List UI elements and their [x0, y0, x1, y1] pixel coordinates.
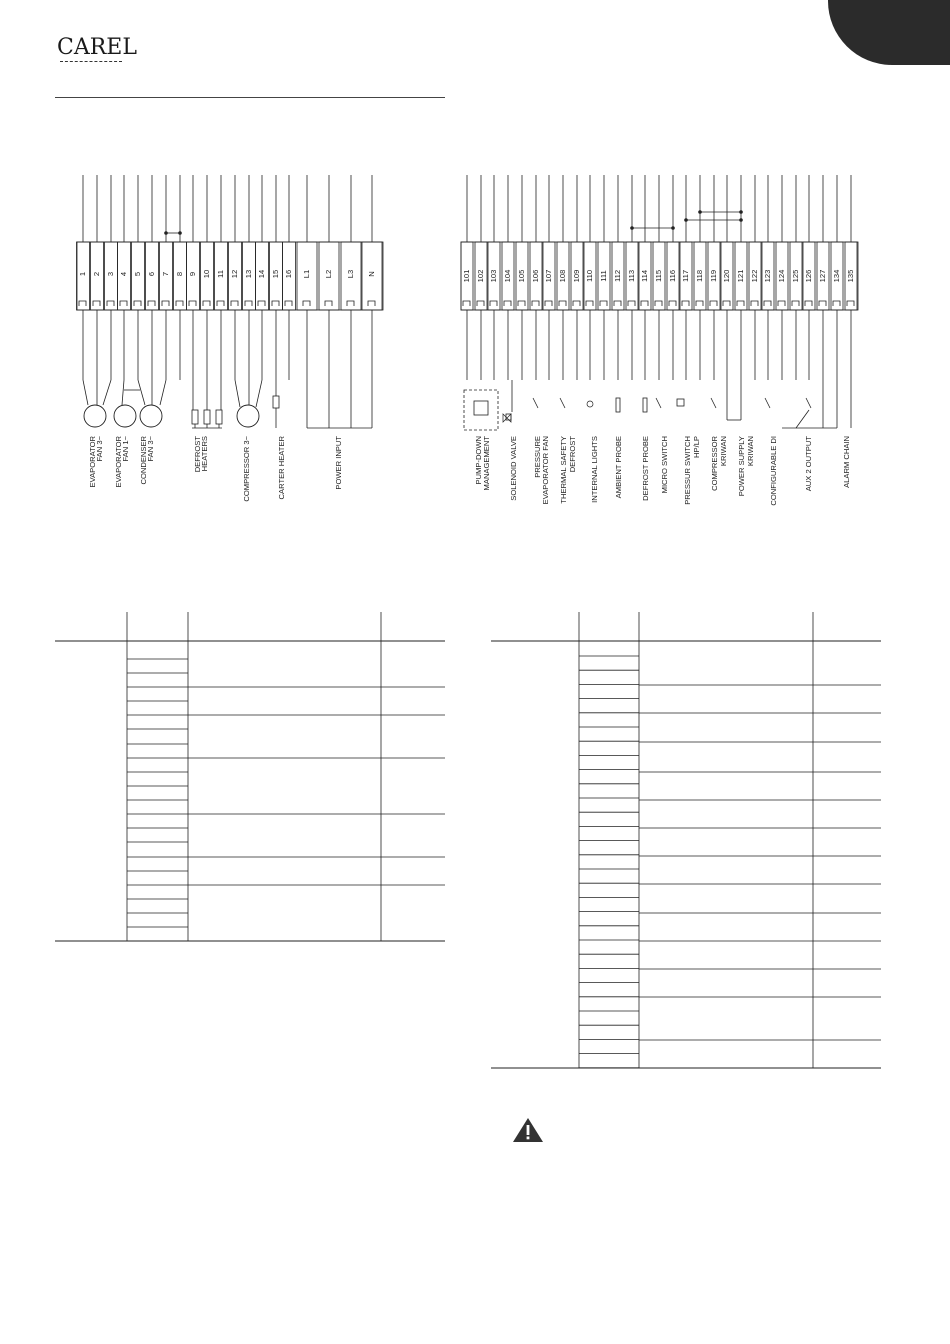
wire [160, 380, 166, 405]
terminal-number: 119 [709, 269, 718, 283]
pump-down-square [474, 401, 488, 415]
terminal-number: 113 [627, 269, 636, 283]
terminal-number: 3 [106, 271, 115, 277]
screw-symbol [628, 301, 635, 306]
screw-symbol [764, 301, 771, 306]
screw-symbol [79, 301, 86, 306]
screw-symbol [833, 301, 840, 306]
screw-symbol [245, 301, 252, 306]
terminal-number: 106 [531, 269, 540, 283]
component-label: MANAGEMENT [482, 436, 491, 491]
terminal-number: 9 [188, 271, 197, 277]
pressure-switch-icon [677, 399, 684, 406]
junction-dot [739, 218, 743, 222]
screw-symbol [723, 301, 730, 306]
wire [256, 380, 262, 407]
pump-down-box [464, 390, 498, 430]
screw-symbol [93, 301, 100, 306]
heater-resistor-icon [192, 410, 198, 424]
component-label: SOLENOID VALVE [509, 436, 518, 501]
screw-symbol [490, 301, 497, 306]
terminal-number: 135 [846, 269, 855, 283]
terminal-number: 103 [489, 269, 498, 283]
component-label: DEFROST [193, 436, 202, 473]
screw-symbol [586, 301, 593, 306]
terminal-number: 109 [572, 269, 581, 283]
aux-output-icon [806, 398, 811, 408]
screw-symbol [504, 301, 511, 306]
screw-symbol [805, 301, 812, 306]
terminal-number: 120 [722, 269, 731, 283]
wire [138, 380, 145, 405]
screw-symbol [778, 301, 785, 306]
terminal-number: 12 [230, 269, 239, 279]
component-label: AUX 2 OUTPUT [804, 436, 813, 492]
screw-symbol [368, 301, 375, 306]
component-label: CONFIGURABLE DI [769, 436, 778, 506]
terminal-number: 126 [804, 269, 813, 283]
terminal-number: 116 [668, 269, 677, 283]
component-label: FAN 1~ [121, 436, 130, 462]
screw-symbol [231, 301, 238, 306]
fan-motor-icon [114, 405, 136, 427]
screw-symbol [847, 301, 854, 306]
screw-symbol [819, 301, 826, 306]
component-label: PUMP-DOWN [474, 436, 483, 485]
screw-symbol [325, 301, 332, 306]
screw-symbol [203, 301, 210, 306]
wire [103, 380, 111, 405]
terminal-number: 114 [640, 269, 649, 283]
component-label: POWER INPUT [334, 436, 343, 490]
compressor-motor-icon [237, 405, 259, 427]
terminal-number: 111 [599, 270, 608, 282]
component-label: ALARM CHAIN [842, 436, 851, 488]
screw-symbol [518, 301, 525, 306]
component-label: COMPRESSOR 3~ [242, 436, 251, 502]
terminal-number: 123 [763, 269, 772, 283]
terminal-number: L1 [302, 269, 311, 279]
terminal-number: 2 [92, 271, 101, 277]
fan-motor-icon [140, 405, 162, 427]
screw-symbol [532, 301, 539, 306]
terminal-number: 112 [613, 269, 622, 283]
terminal-number: 127 [818, 269, 827, 283]
junction-dot [630, 226, 634, 230]
component-label: CARTER HEATER [277, 436, 286, 500]
screw-symbol [573, 301, 580, 306]
component-label: EVAPORATOR FAN [541, 436, 550, 505]
component-label: COMPRESSOR [710, 436, 719, 491]
thermal-switch-icon [560, 398, 565, 408]
terminal-number: 15 [271, 269, 280, 279]
screw-symbol [600, 301, 607, 306]
terminal-number: 104 [503, 269, 512, 283]
carel-logo: CAREL [57, 35, 137, 60]
component-label: HP/LP [692, 436, 701, 458]
screw-symbol [303, 301, 310, 306]
terminal-number: 8 [175, 271, 184, 277]
terminal-number: 134 [832, 269, 841, 283]
terminal-number: 14 [257, 269, 266, 279]
screw-symbol [176, 301, 183, 306]
screw-symbol [347, 301, 354, 306]
wire [122, 380, 124, 405]
wire [235, 380, 240, 407]
screw-symbol [148, 301, 155, 306]
terminal-number: 107 [544, 269, 553, 283]
screw-symbol [107, 301, 114, 306]
terminal-number: 122 [750, 269, 759, 283]
screw-symbol [641, 301, 648, 306]
screw-symbol [217, 301, 224, 306]
component-label: PRESSUR SWITCH [683, 436, 692, 505]
screw-symbol [669, 301, 676, 306]
screw-symbol [272, 301, 279, 306]
component-label: PRESSURE [533, 436, 542, 478]
screw-symbol [682, 301, 689, 306]
component-label: DEFROST [568, 436, 577, 473]
warning-triangle-icon [512, 1117, 544, 1143]
terminal-number: 4 [119, 271, 128, 277]
lamp-icon [587, 401, 593, 407]
component-label: EVAPORATOR [88, 436, 97, 488]
terminal-number: 110 [585, 269, 594, 283]
screw-symbol [162, 301, 169, 306]
switch-icon [533, 398, 538, 408]
terminal-number: N [367, 271, 376, 277]
terminal-number: 16 [284, 269, 293, 279]
component-label: KRIWAN [746, 436, 755, 467]
terminal-number: 117 [681, 269, 690, 283]
terminal-number: 11 [216, 270, 225, 278]
component-label: FAN 3~ [95, 436, 104, 462]
component-label: HEATERS [200, 436, 209, 472]
heater-resistor-icon [216, 410, 222, 424]
terminal-number: 5 [133, 271, 142, 277]
junction-dot [739, 210, 743, 214]
junction-dot [164, 231, 168, 235]
screw-symbol [134, 301, 141, 306]
switch-icon [656, 398, 661, 408]
terminal-number: 125 [791, 269, 800, 283]
screw-symbol [710, 301, 717, 306]
screw-symbol [189, 301, 196, 306]
kriwan-icon [711, 398, 716, 408]
component-label: THERMAL SAFETY [559, 436, 568, 504]
terminal-number: 108 [558, 269, 567, 283]
component-label: INTERNAL LIGHTS [590, 436, 599, 503]
terminal-number: L2 [324, 269, 333, 279]
screw-symbol [751, 301, 758, 306]
terminal-number: 105 [517, 269, 526, 283]
screw-symbol [545, 301, 552, 306]
junction-dot [671, 226, 675, 230]
screw-symbol [696, 301, 703, 306]
carter-heater-icon [273, 396, 279, 408]
terminal-number: 13 [244, 269, 253, 279]
terminal-number: L3 [346, 269, 355, 279]
screw-symbol [463, 301, 470, 306]
screw-symbol [792, 301, 799, 306]
probe-icon [616, 398, 620, 412]
component-label: DEFROST PROBE [641, 436, 650, 501]
component-label: CONDENSER [139, 436, 148, 485]
screw-symbol [477, 301, 484, 306]
terminal-number: 121 [736, 269, 745, 283]
heater-resistor-icon [204, 410, 210, 424]
screw-symbol [737, 301, 744, 306]
screw-symbol [614, 301, 621, 306]
screw-symbol [285, 301, 292, 306]
terminal-number: 124 [777, 269, 786, 283]
wire [796, 410, 809, 428]
junction-dot [178, 231, 182, 235]
component-label: KRIWAN [719, 436, 728, 467]
screw-symbol [258, 301, 265, 306]
terminal-number: 1 [78, 271, 87, 277]
screw-symbol [120, 301, 127, 306]
switch-icon [765, 398, 770, 408]
terminal-number: 10 [202, 269, 211, 279]
terminal-number: 7 [161, 271, 170, 277]
component-label: AMBIENT PROBE [614, 436, 623, 499]
solenoid-valve-icon [503, 414, 511, 422]
fan-motor-icon [84, 405, 106, 427]
terminal-number: 101 [462, 269, 471, 283]
terminal-number: 102 [476, 269, 485, 283]
probe-icon [643, 398, 647, 412]
junction-dot [698, 210, 702, 214]
terminal-number: 118 [695, 269, 704, 283]
component-label: EVAPORATOR [114, 436, 123, 488]
component-label: MICRO SWITCH [660, 436, 669, 494]
screw-symbol [559, 301, 566, 306]
screw-symbol [655, 301, 662, 306]
terminal-number: 6 [147, 271, 156, 277]
component-label: FAN 3~ [146, 436, 155, 462]
wire [83, 380, 88, 405]
junction-dot [684, 218, 688, 222]
terminal-number: 115 [654, 269, 663, 283]
component-label: POWER SUPPLY [737, 436, 746, 497]
